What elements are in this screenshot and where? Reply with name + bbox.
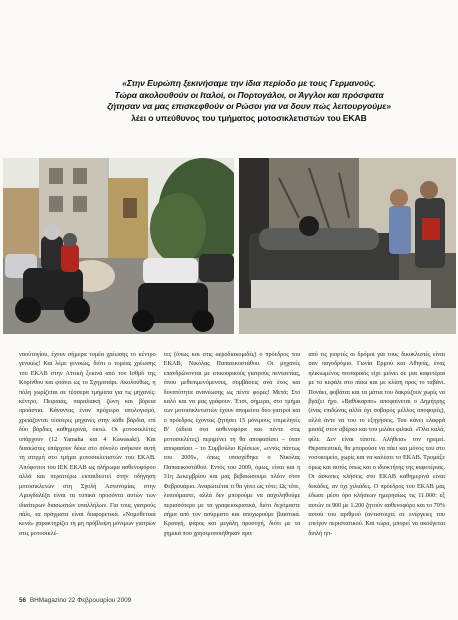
page-footer bbox=[19, 597, 131, 604]
quote-line-2: Τώρα ακολουθούν οι Ιταλοί, οι Πορτογάλοι, οι Άγγλοι και πρόσφατα bbox=[114, 89, 384, 100]
quote-line-3: ζήτησαν να μας επισκεφθούν οι Ρώσοι για να δουν πώς λειτουργούμε» bbox=[107, 101, 391, 112]
article-column-2: τες (όπως και στις αεροδιακομιδές) ο πρόεδρος του ΕΚΑΒ, Νικόλας Παπαεικοστάθου. Οι μηχανές επανδρώνονται με επικουρικούς γιατρούς πενταετίας, όπου μεθεπιμενόμενους, συμβάσεις ανά έτος και δυνατότητα ανανέωσης ως πέντε φορές! Μετά; Στο καλό και να μας γράφουν. Έτσι, σήμερα, στο τμήμα των μοτοσικλετιστών έχουν απομείνει δύο γιατροί και ο πρόεδρος έχοντας ζητήσει 15 μόνιμους επιμελητές Β' (άδεια στα ασθενοφόρα και πέντε στις μοτοσικλέτες) περιμένει τη θα αποφασίσει – όταν αποφασίσει – το Συμβούλιο Κρίσεων, «εντός πάντως του 2009», όπως υποσχέθηκε ο Νικόλας Παπαεικοστάθου. Εντός του 2009, όμως, είναι και η 31η Δεκεμβρίου και μας βεβαιώσουμε πλέον στον Φεβρουάριο. Αναρωτιέται τι θα γίνει ως τότε; Ως τότε, λυπούμαστε, αλλά δεν μπορούμε να ασχοληθούμε περισσότερο με τα γραφειοκρατικά, διότι δεχόμαστε σήμα από τον ασύρματο και αποχωρούμε βιαστικά. Κραυγή, φάρος και μεγάλη προσοχή, διότι με τα χημικά που χρησιμοποιήθηκαν πριν bbox=[163, 351, 301, 537]
photo-strip bbox=[3, 158, 456, 334]
issue-info: BHMagazino 22 Φεβρουαρίου 2009 bbox=[29, 597, 132, 604]
pull-quote bbox=[58, 78, 440, 124]
motorcycle-riders-street-photo-icon bbox=[3, 158, 234, 334]
article-column-1: ναούτογίου, έχουν σήμερα τομέα χρέωσης το κέντρο γενικώς! Και λέμε γενικώς, διότι ο τομέας χρέωσης του ΕΚΑΒ στην Αττική ξεκινά από τον Ισθμό της Κορίνθου και φτάνει ως το Σχηματάρι. Ακολούθως, η πόλη χωρίζεται σε τέσσερα τμήματα για τις μηχανές: κέντρο, Πειραιάς, παραλιακή ζώνη και βόρεια προάστια. Κάνοντας έναν πρόχειρο υπολογισμό, χρειάζονται τέσσερις μηχανές στην κάθε βάρδια, επί δύο βάρδιες καθημερινά, οκτώ. Οι μοτοσικλέτες υπάρχουν (12 Yamaha και 4 Kawasaki). Και διασώστες υπάρχουν δέκα στο σύνολο ανήκουν αυτή τη στιγμή στο τμήμα μοτοσικλετιστών του ΕΚΑΒ. Απόφοιτοι του ΙΕΚ ΕΚΑΒ ως πλήρωμα ασθενοφόρου αλλά και περαιτέρω εκπαιδευτεί στην οδήγηση μοτοσικλετών στη Σχολή Αστυνομίας στην Αμυγδαλέζα είναι τα τυπικά προσόντα αυτών των ιδιαίτερων διασωστών υπαλλήλων. Για τους γιατρούς πάλι, τα πράγματα είναι διαφορετικά. «Νομοθετικά κενά» χαρακτηρίζει τη μη πρόβλεψη μόνιμων γιατρών στις μοτοσικλέ- bbox=[19, 351, 156, 537]
ambulance-stretcher-photo bbox=[239, 158, 456, 334]
quote-attribution: λέει ο υπεύθυνος του τμήματος μοτοσικλετιστών του ΕΚΑΒ bbox=[131, 112, 367, 123]
article-body bbox=[19, 350, 445, 585]
motorcycle-riders-photo bbox=[3, 158, 234, 334]
quote-line-1: «Στην Ευρώπη ξεκινήσαμε την ίδια περίοδο με τους Γερμανούς. bbox=[122, 78, 376, 88]
article-column-3: από τις γιορτές οι δρόμοι για τους δικυκλιστές είναι σαν παγοδρόμιο. Γωνία Ερμού και Αθηνάς, ένας ηλικιωμένος πιτσαρικός είχε μείνει σε μια καφετέρια με το κεφάλι στο πίσω και με κλίση προς το ταβάνι. Πονάει, φοβάται και τα μάτια του δακρύζουν χωρίς να βγάζει ήχο. «Βαθύκαρπο» αποφαίνεται ο Δημήτρης (ένας επιδώνας αλλά όχι σοβαρός μέλλος αποφορές), αλλά άντε να του το εξηγήσεις. Του κάνει ελαφρά μασάζ στον σβέρκο και του μιλάει φιλικά. «Όλα καλά, φίλε. Δεν είναι τίποτε. Αλήθεια» τον ηρεμεί. Θεραπευτικά, θα μπορούσε να πάει και μόνος του στο νοσοκομείο, χωρίς και να καλέσει το ΕΚΑΒ. Τρομάξε όμως και αυτός όπως και ο ιδιοκτήτης της καφετέριας. Οι άσκοπες κλήσεις στο ΕΚΑΒ καθημερινά είναι δεκάδες, αν όχι χιλιάδες. Ο πρόεδρος του ΕΚΑΒ μας έδωσε μέσο όρο κλήσεων ημερησίως τις 11.000: εξ αυτών οι 900 με 1.200 ζητούν ασθενοφόρο και το 70% αυτού του αριθμού (αντιστοιχεί σε ενέργειες του επείγον περιστατικού. Και τώρα, μπορεί να ακούγεται διπλή ηπ- bbox=[308, 351, 446, 537]
page-number: 56 bbox=[19, 597, 27, 604]
ambulance-stretcher-patient-photo-icon bbox=[239, 158, 456, 334]
